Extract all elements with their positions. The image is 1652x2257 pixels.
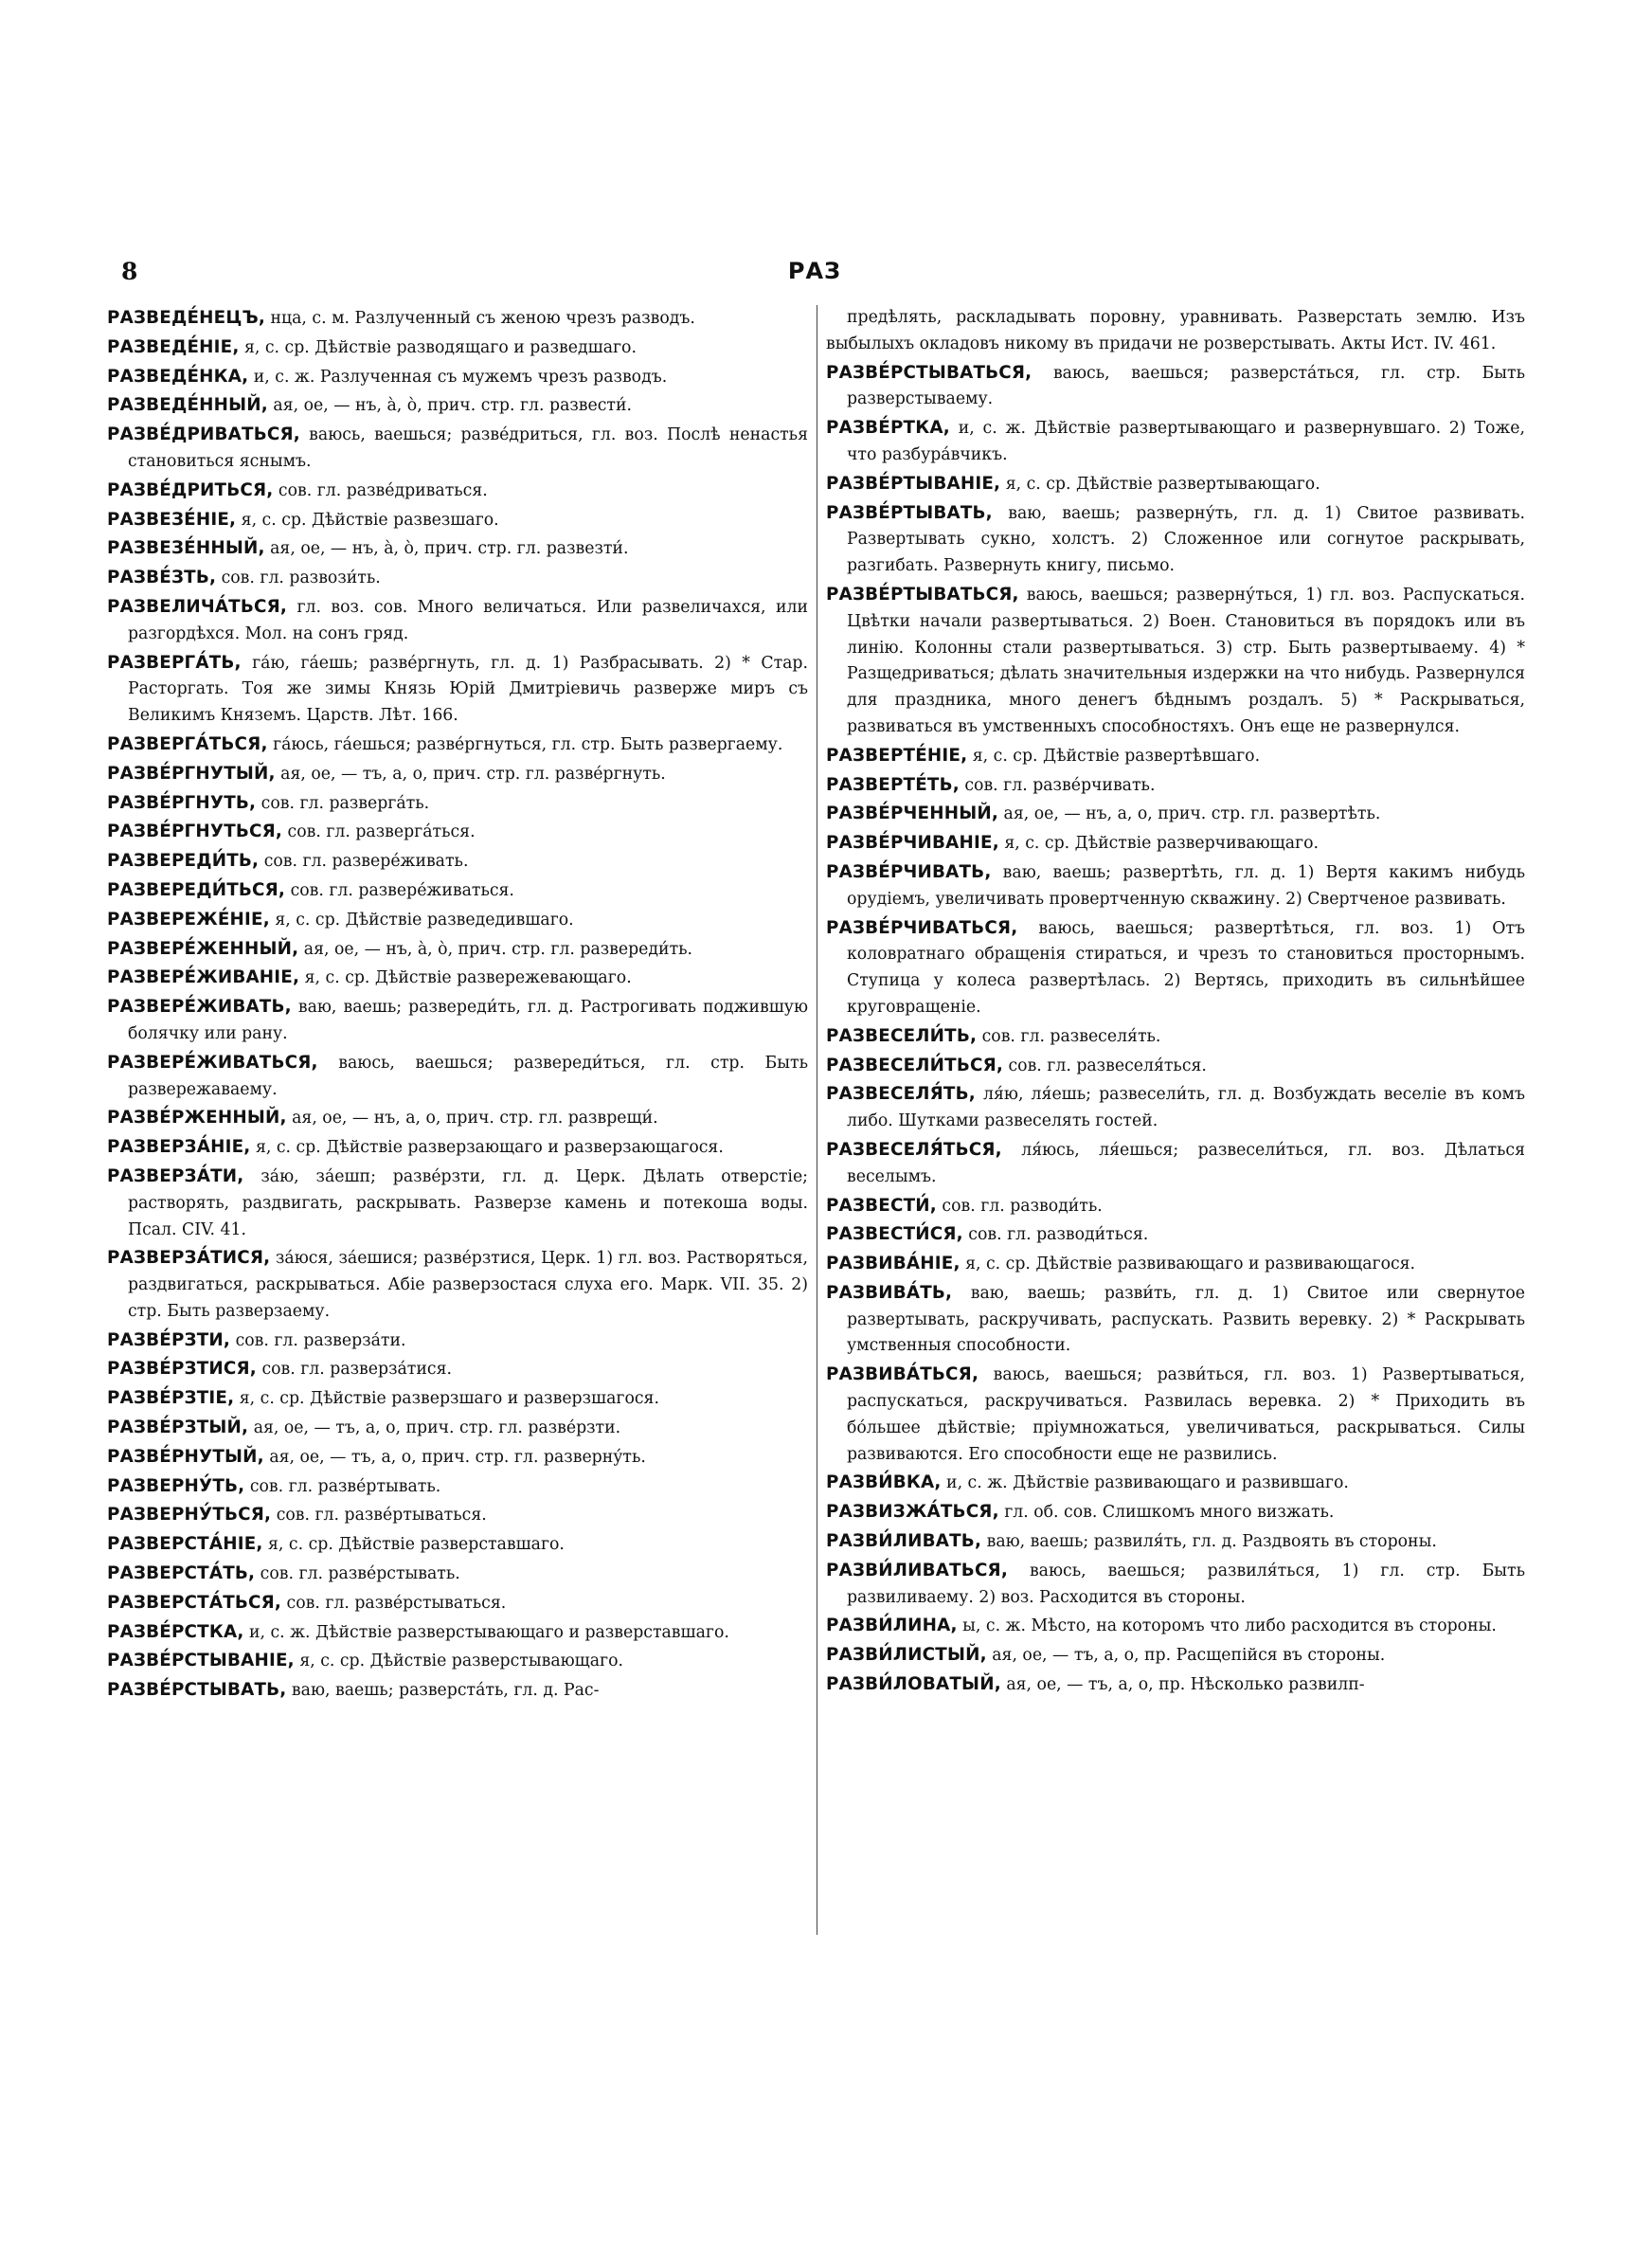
dictionary-entry	[826, 1362, 1525, 1468]
entry-headword: РАЗВЕ́ДРИВАТЬСЯ,	[107, 424, 300, 445]
entry-headword: РАЗВЕ́РЗТІЕ,	[107, 1388, 235, 1409]
entry-headword: РАЗВЕЛИЧА́ТЬСЯ,	[107, 596, 288, 617]
entry-definition: я, с. ср. Дѣйствіе развертѣвшаго.	[972, 746, 1261, 766]
entry-definition: сов. гл. разве́ртываться.	[276, 1506, 487, 1526]
dictionary-entry	[107, 731, 808, 759]
entry-headword: РАЗВЕ́РЗТЫЙ,	[107, 1417, 249, 1438]
dictionary-entry	[826, 1193, 1525, 1220]
entry-headword: РАЗВЕДЕ́НЕЦЪ,	[107, 308, 265, 328]
entry-headword: РАЗВЕРГА́ТЬСЯ,	[107, 733, 268, 754]
dictionary-entry	[107, 1050, 808, 1104]
dictionary-entry	[826, 830, 1525, 858]
entry-headword: РАЗВЕ́РСТЫВАТЬСЯ,	[826, 362, 1032, 383]
entry-definition: ваюсь, ваешься; разве́дриться, гл. воз. Послѣ ненастья становиться яснымъ.	[128, 425, 808, 471]
dictionary-entry	[107, 1473, 808, 1501]
entry-headword: РАЗВЕ́РЧИВАТЬСЯ,	[826, 917, 1018, 938]
entry-definition: я, с. ср. Дѣйствіе развережевающаго.	[304, 968, 632, 988]
entry-headword: РАЗВЕ́РТЫВАТЬСЯ,	[826, 584, 1019, 605]
entry-definition: ля́юсь, ля́ешься; развесели́ться, гл. воз. Дѣлаться веселымъ.	[847, 1140, 1525, 1186]
entry-definition: сов. гл. разводи́ться.	[968, 1225, 1149, 1245]
entry-definition: сов. гл. разверга́ть.	[260, 793, 430, 813]
entry-definition: ваюсь, ваешься; разви́ться, гл. воз. 1) Развертываться, распускаться, раскручиваться. Развилась веревка. 2) * Приходить въ бо́льшее дѣйствіе; пріумножаться, увеличиваться, раскрываться. Силы развиваются. Его способности еще не развились.	[847, 1365, 1525, 1464]
dictionary-entry	[826, 360, 1525, 414]
dictionary-entry	[826, 1613, 1525, 1640]
dictionary-entry	[107, 790, 808, 818]
dictionary-entry	[107, 1677, 808, 1705]
entry-definition: я, с. ср. Дѣйствіе разверставшаго.	[268, 1535, 565, 1555]
entry-definition: ваю, ваешь; развертѣть, гл. д. 1) Вертя какимъ нибудь орудіемъ, увеличивать провертченную скважину. 2) Свертченое развивать.	[847, 862, 1525, 909]
entry-definition: ваю, ваешь; разверста́ть, гл. д. Рас-	[291, 1681, 600, 1701]
entry-definition: предѣлять, раскладывать поровну, уравнивать. Разверстать землю. Изъ выбылыхъ окладовъ никому въ придачи не розверстывать. Акты Ист. IV. 461.	[826, 308, 1525, 353]
entry-headword: РАЗВЕРЗА́ТИ,	[107, 1165, 244, 1186]
entry-headword: РАЗВЕ́РГНУТЬСЯ,	[107, 822, 283, 842]
entry-headword: РАЗВЕРСТА́НІЕ,	[107, 1534, 263, 1555]
dictionary-entry	[107, 1561, 808, 1588]
page-number: 8	[121, 258, 138, 285]
entry-definition: гл. об. сов. Слишкомъ много визжать.	[1004, 1503, 1335, 1523]
dictionary-entry	[826, 305, 1525, 358]
entry-definition: ы, с. ж. Мѣсто, на которомъ что либо расходится въ стороны.	[962, 1616, 1497, 1636]
dictionary-entry	[107, 819, 808, 846]
dictionary-entry	[107, 1134, 808, 1162]
entry-definition: сов. гл. развеселя́ть.	[981, 1026, 1161, 1046]
entry-definition: я, с. ср. Дѣйствіе развивающаго и развивающагося.	[965, 1255, 1416, 1274]
entry-definition: сов. гл. развеселя́ться.	[1008, 1056, 1207, 1075]
dictionary-entry	[107, 1502, 808, 1529]
entry-headword: РАЗВИ́ЛИВАТЬСЯ,	[826, 1560, 1008, 1580]
dictionary-entry	[826, 1137, 1525, 1191]
dictionary-entry	[826, 1528, 1525, 1556]
entry-definition: сов. гл. развози́ть.	[221, 569, 381, 588]
entry-headword: РАЗВЕ́РЧЕННЫЙ,	[826, 803, 999, 824]
entry-headword: РАЗВЕ́РСТЫВАНІЕ,	[107, 1651, 295, 1671]
dictionary-entry	[107, 535, 808, 563]
dictionary-entry	[107, 1648, 808, 1675]
entry-definition: сов. гл. развере́живаться.	[290, 880, 514, 900]
entry-headword: РАЗВЕРГА́ТЬ,	[107, 652, 242, 673]
dictionary-entry	[826, 743, 1525, 770]
entry-definition: ая, ое, — нъ, а̀, о̀, прич. стр. гл. развести́.	[273, 396, 632, 416]
dictionary-entry	[107, 1245, 808, 1325]
dictionary-entry	[107, 1356, 808, 1383]
right-column	[826, 305, 1525, 1701]
entry-headword: РАЗВЕДЕ́ННЫЙ,	[107, 395, 268, 416]
entry-headword: РАЗВЕЗЕ́ННЫЙ,	[107, 538, 265, 559]
entry-definition: сов. гл. разве́ртывать.	[249, 1476, 441, 1496]
entry-headword: РАЗВЕСЕЛЯ́ТЬ,	[826, 1084, 976, 1105]
entry-definition: сов. гл. разверза́ти.	[235, 1330, 406, 1350]
entry-definition: ваюсь, ваешься; развиля́ться, 1) гл. стр. Быть развиливаему. 2) воз. Расходится въ стороны.	[847, 1561, 1525, 1607]
entry-headword: РАЗВЕРСТА́ТЬСЯ,	[107, 1592, 282, 1613]
entry-definition: я, с. ср. Дѣйствіе разводящаго и разведшаго.	[243, 337, 637, 357]
dictionary-entry	[107, 1415, 808, 1442]
entry-definition: ая, ое, — нъ, а̀, о̀, прич. стр. гл. развезти́.	[270, 539, 629, 559]
dictionary-entry	[826, 1642, 1525, 1670]
entry-headword: РАЗВЕ́РТЫВАНІЕ,	[826, 473, 1001, 494]
entry-definition: я, с. ср. Дѣйствіе разверстывающаго.	[299, 1652, 623, 1671]
entry-definition: ваю, ваешь; развиля́ть, гл. д. Раздвоять въ стороны.	[986, 1532, 1437, 1552]
entry-definition: сов. гл. разверза́тися.	[261, 1360, 452, 1380]
entry-definition: и, с. ж. Дѣйствіе разверстывающаго и разверставшаго.	[248, 1622, 729, 1642]
dictionary-entry	[107, 507, 808, 534]
entry-definition: я, с. ср. Дѣйствіе разверзающаго и разверзающагося.	[255, 1138, 724, 1158]
entry-definition: сов. гл. разве́дриваться.	[278, 480, 488, 500]
dictionary-entry	[826, 1499, 1525, 1526]
entry-definition: за́юся, за́ешися; развéрзтися, Церк. 1) гл. воз. Растворяться, раздвигаться, раскрываться. Абіе разверзостася слуха его. Марк. VII. 35. 2) стр. Быть разверзаему.	[128, 1249, 808, 1321]
entry-definition: ая, ое, — тъ, а, о, прич. стр. гл. разве́рзти.	[253, 1418, 621, 1438]
dictionary-entry	[107, 1327, 808, 1355]
entry-definition: я, с. ср. Дѣйствіе развезшаго.	[241, 510, 499, 530]
entry-headword: РАЗВЕРНУ́ТЬ,	[107, 1475, 245, 1496]
entry-headword: РАЗВЕСЕЛЯ́ТЬСЯ,	[826, 1139, 1002, 1160]
entry-definition: ая, ое, — нъ, а, о, прич. стр. гл. развертѣть.	[1003, 804, 1381, 824]
entry-headword: РАЗВЕРНУ́ТЬСЯ,	[107, 1505, 272, 1526]
entry-headword: РАЗВИ́ВКА,	[826, 1472, 942, 1493]
entry-definition: ваю, ваешь; развереди́ть, гл. д. Растрогивать поджившую болячку или рану.	[128, 998, 808, 1043]
dictionary-entry	[107, 650, 808, 730]
entry-definition: сов. гл. разве́рстываться.	[286, 1593, 507, 1613]
dictionary-entry	[826, 1081, 1525, 1135]
dictionary-entry	[826, 1280, 1525, 1360]
entry-definition: ваюсь, ваешься; разверста́ться, гл. стр. Быть разверстываему.	[847, 363, 1525, 409]
entry-headword: РАЗВЕ́РЗТИСЯ,	[107, 1359, 257, 1380]
dictionary-entry	[107, 594, 808, 648]
entry-definition: ля́ю, ля́ешь; развесели́ть, гл. д. Возбуждать веселіе въ комъ либо. Шутками развеселять гостей.	[847, 1085, 1525, 1131]
dictionary-entry	[826, 1470, 1525, 1497]
entry-headword: РАЗВИЗЖА́ТЬСЯ,	[826, 1502, 999, 1523]
dictionary-entry	[826, 1053, 1525, 1080]
entry-headword: РАЗВЕ́ДРИТЬСЯ,	[107, 479, 274, 500]
entry-definition: сов. гл. разверга́ться.	[287, 822, 476, 842]
entry-definition: ваюсь, ваешься; разверну́ться, 1) гл. воз. Распускаться. Цвѣтки начали развертываться. 2) Воен. Становиться въ порядокъ или въ линію. Колонны стали развертываться. 3) стр. Быть развертываему. 4) * Разщедриваться; дѣлать значительныя издержки на что нибудь. Развернулся для праздника, много денегъ бѣднымъ роздалъ. 5) * Раскрываться, развиваться въ умственныхъ способностяхъ. Онъ еще не развернулся.	[847, 585, 1525, 736]
entry-headword: РАЗВЕ́ЗТЬ,	[107, 568, 217, 588]
entry-headword: РАЗВЕРЕ́ЖЕННЫЙ,	[107, 938, 299, 959]
dictionary-entry	[107, 1590, 808, 1617]
entry-definition: ваю, ваешь; разви́ть, гл. д. 1) Свитое или свернутое развертывать, раскручивать, распускать. Развить веревку. 2) * Раскрывать умственныя способности.	[847, 1283, 1526, 1356]
entry-headword: РАЗВЕЗЕ́НІЕ,	[107, 509, 237, 530]
dictionary-entry	[107, 936, 808, 964]
dictionary-entry	[826, 471, 1525, 498]
entry-definition: га́ю, га́ешь; разве́ргнуть, гл. д. 1) Разбрасывать. 2) * Стар. Расторгать. Тоя же зимы Князь Юрій Дмитріевичь разверже миръ съ Великимъ Княземъ. Царств. Лѣт. 166.	[128, 653, 808, 726]
entry-headword: РАЗВЕ́РГНУТЫЙ,	[107, 763, 276, 784]
entry-headword: РАЗВЕРТЕ́НІЕ,	[826, 745, 968, 766]
entry-headword: РАЗВЕ́РНУТЫЙ,	[107, 1446, 264, 1467]
entry-headword: РАЗВЕДЕ́НКА,	[107, 366, 249, 387]
entry-headword: РАЗВЕРЕ́ЖИВАНІЕ,	[107, 967, 300, 988]
entry-headword: РАЗВЕ́РЧИВАТЬ,	[826, 861, 992, 882]
entry-headword: РАЗВЕСТИ́,	[826, 1195, 937, 1216]
entry-headword: РАЗВЕ́РГНУТЬ,	[107, 792, 257, 813]
entry-headword: РАЗВИ́ЛИНА,	[826, 1616, 958, 1636]
dictionary-entry	[107, 1105, 808, 1132]
entry-headword: РАЗВЕРЕ́ЖИВАТЬСЯ,	[107, 1052, 318, 1073]
dictionary-entry	[107, 364, 808, 391]
entry-headword: РАЗВЕ́РСТЫВАТЬ,	[107, 1680, 287, 1701]
entry-headword: РАЗВЕДЕ́НІЕ,	[107, 336, 240, 357]
dictionary-entry	[107, 392, 808, 420]
entry-headword: РАЗВЕРЕ́ЖИВАТЬ,	[107, 997, 292, 1018]
dictionary-entry	[826, 1251, 1525, 1278]
entry-headword: РАЗВИ́ЛОВАТЫЙ,	[826, 1674, 1001, 1695]
dictionary-entry	[107, 1164, 808, 1243]
entry-headword: РАЗВЕСТИ́СЯ,	[826, 1224, 963, 1245]
entry-definition: ваю, ваешь; разверну́ть, гл. д. 1) Свитое развивать. Развертывать сукно, холстъ. 2) Сложенное или согнутое раскрывать, разгибать. Развернуть книгу, письмо.	[847, 503, 1525, 576]
dictionary-entry	[107, 965, 808, 992]
entry-definition: ваюсь, ваешься; развереди́ться, гл. стр. Быть развережаваему.	[128, 1053, 808, 1099]
dictionary-entry	[107, 907, 808, 934]
entry-definition: я, с. ср. Дѣйствіе разверзшаго и разверзшагося.	[239, 1389, 659, 1409]
dictionary-entry	[107, 1619, 808, 1647]
dictionary-entry	[107, 305, 808, 333]
entry-headword: РАЗВЕСЕЛИ́ТЬ,	[826, 1025, 978, 1046]
entry-definition: сов. гл. разве́рчивать.	[964, 775, 1156, 795]
dictionary-entry	[107, 848, 808, 876]
entry-headword: РАЗВЕ́РТКА,	[826, 418, 950, 439]
dictionary-entry	[107, 877, 808, 905]
entry-definition: нца, с. м. Разлученный съ женою чрезъ разводъ.	[270, 309, 695, 328]
dictionary-entry	[826, 772, 1525, 800]
dictionary-entry	[107, 565, 808, 592]
entry-headword: РАЗВЕРСТА́ТЬ,	[107, 1563, 256, 1584]
entry-definition: и, с. ж. Разлученная съ мужемъ чрезъ разводъ.	[253, 367, 668, 387]
entry-definition: и, с. ж. Дѣйствіе развивающаго и развившаго.	[946, 1473, 1349, 1493]
dictionary-entry	[107, 478, 808, 505]
entry-definition: ая, ое, — нъ, а, о, прич. стр. гл. разврещи́.	[292, 1109, 658, 1128]
entry-definition: ая, ое, — тъ, а, о, пр. Нѣсколько развилп-	[1006, 1675, 1365, 1695]
entry-definition: и, с. ж. Дѣйствіе развертывающаго и развернувшаго. 2) Тоже, что разбура́вчикъ.	[847, 419, 1526, 464]
entry-headword: РАЗВЕ́РЖЕННЫЙ,	[107, 1108, 287, 1128]
entry-headword: РАЗВЕРЗА́НІЕ,	[107, 1137, 251, 1158]
dictionary-entry	[826, 582, 1525, 741]
entry-headword: РАЗВЕ́РЗТИ,	[107, 1329, 231, 1350]
dictionary-entry	[107, 994, 808, 1048]
dictionary-entry	[826, 1023, 1525, 1051]
dictionary-entry	[826, 500, 1525, 580]
entry-headword: РАЗВИВА́НІЕ,	[826, 1254, 961, 1274]
entry-definition: я, с. ср. Дѣйствіе разведедившаго.	[275, 910, 574, 930]
entry-headword: РАЗВИВА́ТЬСЯ,	[826, 1364, 979, 1385]
dictionary-entry	[107, 334, 808, 362]
entry-definition: за́ю, за́ешп; развéрзти, гл. д. Церк. Дѣлать отверстіе; растворять, раздвигать, раскрывать. Разверзе камень и потекоша воды. Псал. CIV. 41.	[128, 1166, 809, 1239]
entry-headword: РАЗВИВА́ТЬ,	[826, 1282, 953, 1303]
dictionary-entry	[826, 915, 1525, 1021]
entry-definition: га́юсь, га́ешься; разве́ргнуться, гл. стр. Быть развергаему.	[273, 734, 783, 754]
entry-headword: РАЗВИ́ЛИСТЫЙ,	[826, 1645, 987, 1666]
entry-headword: РАЗВЕРТЕ́ТЬ,	[826, 774, 960, 795]
entry-definition: сов. гл. разве́рстывать.	[260, 1564, 460, 1584]
dictionary-entry	[826, 859, 1525, 913]
dictionary-entry	[826, 1671, 1525, 1699]
entry-definition: я, с. ср. Дѣйствіе развертывающаго.	[1005, 474, 1320, 494]
entry-definition: ая, ое, — тъ, а, о, прич. стр. гл. разве́ргнуть.	[280, 764, 666, 784]
left-column	[107, 305, 808, 1706]
entry-definition: ваюсь, ваешься; развертѣться, гл. воз. 1) Отъ коловратнаго обращенія стираться, и чрезъ то становиться просторнымъ. Ступица у колеса развертѣлась. 2) Вертясь, приходить въ сильнѣйшее круговращеніе.	[847, 918, 1525, 1017]
entry-definition: сов. гл. разводи́ть.	[942, 1196, 1103, 1216]
entry-headword: РАЗВЕСЕЛИ́ТЬСЯ,	[826, 1055, 1003, 1075]
entry-headword: РАЗВЕ́РЧИВАНІЕ,	[826, 833, 999, 854]
entry-definition: я, с. ср. Дѣйствіе разверчивающаго.	[1004, 834, 1319, 854]
dictionary-entry	[826, 415, 1525, 469]
entry-headword: РАЗВЕ́РСТКА,	[107, 1621, 244, 1642]
entry-definition: гл. воз. сов. Много величаться. Или развеличахся, или разгордѣхся. Мол. на сонъ гряд.	[128, 597, 808, 643]
entry-headword: РАЗВЕРЗА́ТИСЯ,	[107, 1248, 271, 1269]
entry-definition: ая, ое, — нъ, а̀, о̀, прич. стр. гл. разверeди́ть.	[303, 939, 693, 959]
entry-headword: РАЗВЕРЕДИ́ТЬ,	[107, 851, 260, 872]
entry-headword: РАЗВЕРЕЖЕ́НІЕ,	[107, 909, 270, 930]
entry-headword: РАЗВИ́ЛИВАТЬ,	[826, 1531, 982, 1552]
dictionary-entry	[826, 1558, 1525, 1612]
entry-definition: ая, ое, — тъ, а, о, пр. Расщепійся въ стороны.	[992, 1646, 1386, 1666]
dictionary-entry	[107, 422, 808, 476]
dictionary-entry	[107, 761, 808, 788]
dictionary-entry	[826, 1221, 1525, 1249]
dictionary-entry	[107, 1385, 808, 1413]
entry-definition: ая, ое, — тъ, а, о, прич. стр. гл. разверну́ть.	[269, 1447, 646, 1467]
dictionary-entry	[107, 1444, 808, 1472]
entry-headword: РАЗВЕРЕДИ́ТЬСЯ,	[107, 879, 286, 900]
entry-headword: РАЗВЕ́РТЫВАТЬ,	[826, 502, 993, 523]
dictionary-entry	[826, 801, 1525, 828]
entry-definition: сов. гл. развере́живать.	[263, 852, 469, 872]
dictionary-entry	[107, 1531, 808, 1559]
running-head: РАЗ	[787, 258, 842, 284]
